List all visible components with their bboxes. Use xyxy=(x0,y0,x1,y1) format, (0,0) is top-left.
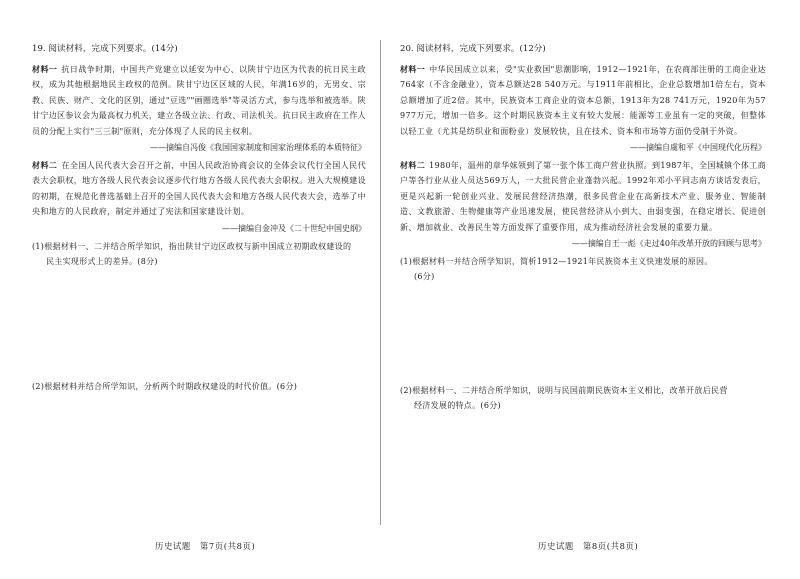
q19-answer-space-1 xyxy=(32,269,366,377)
q20-sub1-line-2: (6分) xyxy=(414,272,435,282)
page-left xyxy=(0,0,380,579)
q20-subquestion-2 xyxy=(400,383,766,414)
footer-page-8: 历史试题 第8页(共8页) xyxy=(538,541,639,551)
q20-material-1 xyxy=(400,62,766,139)
footer-page-7: 历史试题 第7页(共8页) xyxy=(155,541,256,551)
q19-subquestion-2: (2)根据材料并结合所学知识，分析两个时期政权建设的时代价值。(6分) xyxy=(32,382,298,392)
question-19-heading: 19. 阅读材料，完成下列要求。(14分) xyxy=(32,44,178,54)
q20-subquestion-1 xyxy=(400,254,766,285)
q19-material-1-source: ——摘编自冯俊《我国国家制度和国家治理体系的本质特征》 xyxy=(150,143,366,153)
q19-material-1-text: 抗日战争时期，中国共产党建立以延安为中心、以陕甘宁边区为代表的抗日民主政权，成为其他根据地民主政权的范例。陕甘宁边区区域的人民，年满16岁的，无男女、宗教、民族、财产、文化的区别，通过"豆选""画圈选举"等灵活方式，参与选举和被选举。陕甘宁边区参议会为最高权力机关，建立各级立法、行政、司法机关。抗日民主政府在工作人员的分配上实行"三三制"原则，充分体现了人民的民主权利。 xyxy=(32,65,366,136)
q19-sub1-line-1: (1)根据材料一、二并结合所学知识，指出陕甘宁边区政权与新中国成立初期政权建设的 xyxy=(32,241,352,251)
q20-material-1-text: 中华民国成立以来，受"实业救国"思潮影响，1912—1921年，在农商部注册的工商企业达764家（不含金融业），资本总额达28 540万元。与1911年前相比，企业总数增加1倍左右，资本总额增加了近2倍。其中，民族资本工商企业的资本总额，1913年为28 741万元，1920年为57 977万元，增加一倍多。这个时期民族资本主义有较大发展：能源等工业虽有一定的突破，但整体以轻工业（尤其是纺织业和面粉业）发展较快，且在技术、资本和市场等方面仍受制于外资。 xyxy=(400,65,766,136)
q20-material-1-source: ——摘编自虞和平《中国现代化历程》 xyxy=(630,143,766,153)
q20-sub1-line-1: (1)根据材料一并结合所学知识，简析1912—1921年民族资本主义快速发展的原因。 xyxy=(400,257,713,267)
q19-subquestion-1 xyxy=(32,239,366,270)
q20-sub2-line-1: (2)根据材料一、二并结合所学知识，说明与民国前期民族资本主义相比，改革开放后民营 xyxy=(400,385,728,395)
q19-material-1-label: 材料一 xyxy=(32,64,58,74)
q20-material-1-label: 材料一 xyxy=(400,64,426,74)
q20-sub2-line-2: 经济发展的特点。(6分) xyxy=(414,401,501,411)
q19-material-2-label: 材料二 xyxy=(32,160,58,171)
q19-material-2-text: 在全国人民代表大会召开之前，中国人民政治协商会议的全体会议代行全国人民代表大会职权，地方各级人民代表会议逐步代行地方各级人民代表大会职权。进入大规模建设的初期，在规范化普选基础上召开的全国人民代表大会和地方各级人民代表大会，选举了中央和地方的人民政府，制定并通过了宪法和国家建设计划。 xyxy=(32,161,366,217)
q19-material-2-source: ——摘编自金冲及《二十世纪中国史纲》 xyxy=(222,223,366,233)
question-20-heading: 20. 阅读材料，完成下列要求。(12分) xyxy=(400,44,546,54)
page-right xyxy=(384,0,800,579)
q19-sub1-line-2: 民主实现形式上的差异。(8分) xyxy=(46,257,158,267)
q20-material-2-label: 材料二 xyxy=(400,160,426,171)
q20-answer-space-1 xyxy=(400,285,766,381)
q20-material-2-source: ——摘编自王一彪《走过40年改革开放的回顾与思考》 xyxy=(571,239,766,249)
q20-material-2 xyxy=(400,158,766,235)
q19-material-2 xyxy=(32,158,366,220)
q19-material-1 xyxy=(32,62,366,139)
page-divider xyxy=(380,40,381,525)
q20-material-2-text: 1980年，温州的章华妹领到了第一张个体工商户营业执照。到1987年，全国城镇个体工商户等各行业从业人员达569万人，一大批民营企业蓬勃兴起。1992年邓小平同志南方谈话发表后，更是兴起新一轮创业兴业、发展民营经济热潮，很多民营企业在高新技术产业、服务业、智能制造、文教旅游、生物健康等产业迅速发展，使民营经济从小到大、由弱变强，在稳定增长、促进创新、增加就业、改善民生等方面发挥了重要作用，成为推动经济社会发展的重要力量。 xyxy=(400,161,766,232)
